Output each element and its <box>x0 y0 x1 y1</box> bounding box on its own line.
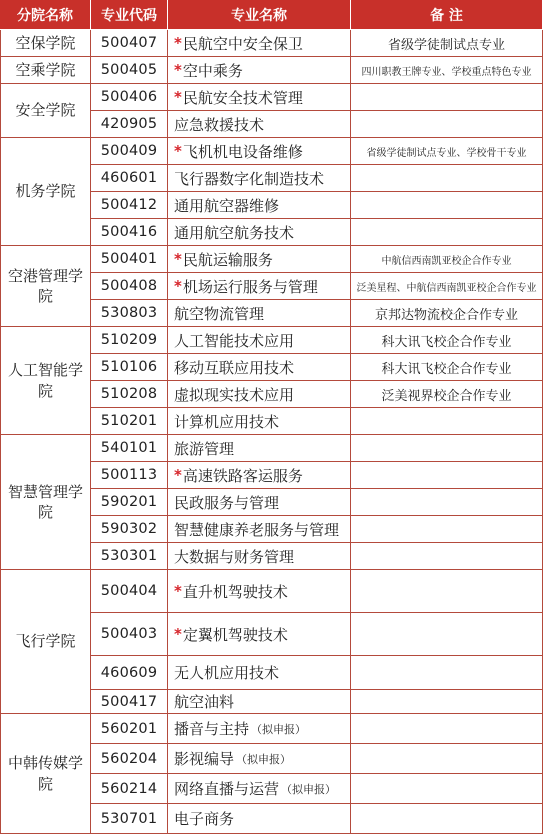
major-code-cell <box>91 462 168 489</box>
major-code-cell <box>91 246 168 273</box>
major-code: 530301 <box>100 548 158 564</box>
pending-application-label: （拟申报） <box>281 782 337 796</box>
major-code-cell <box>91 111 168 138</box>
remark-cell <box>351 219 543 246</box>
major-code-cell <box>91 613 168 656</box>
remark-cell <box>351 273 543 300</box>
key-major-star: * <box>174 582 182 600</box>
remark-cell <box>351 714 543 744</box>
remark-cell <box>351 516 543 543</box>
pending-application-label: （拟申报） <box>251 722 307 736</box>
remark-cell <box>351 543 543 570</box>
column-header <box>351 0 543 30</box>
major-name-cell <box>168 327 351 354</box>
major-code: 510106 <box>100 359 158 375</box>
major-name-cell <box>168 246 351 273</box>
major-name-cell <box>168 656 351 690</box>
remark-cell <box>351 613 543 656</box>
major-code-cell <box>91 690 168 714</box>
key-major-star: * <box>174 277 182 295</box>
pending-application-label: （拟申报） <box>236 752 292 766</box>
major-code: 530803 <box>100 305 158 321</box>
college-name: 空保学院 <box>15 33 76 52</box>
remark-cell <box>351 381 543 408</box>
college-name: 空港管理学院 <box>7 266 83 305</box>
column-header <box>91 0 168 30</box>
major-name-cell <box>168 408 351 435</box>
major-code: 500407 <box>100 35 158 51</box>
remark-cell <box>351 111 543 138</box>
major-name: 旅游管理 <box>174 439 235 458</box>
major-code-cell <box>91 138 168 165</box>
key-major-star: * <box>174 88 182 106</box>
major-code: 500408 <box>100 278 158 294</box>
major-name-cell <box>168 543 351 570</box>
major-name-cell <box>168 354 351 381</box>
major-code-cell <box>91 273 168 300</box>
major-code: 500404 <box>100 583 158 599</box>
college-name: 机务学院 <box>15 182 76 201</box>
major-code-cell <box>91 804 168 834</box>
major-name: 网络直播与运营 <box>174 780 280 798</box>
major-name: 电子商务 <box>174 810 235 828</box>
key-major-star: * <box>174 61 182 79</box>
major-name: 大数据与财务管理 <box>174 547 295 566</box>
major-code: 460609 <box>100 664 158 681</box>
major-code-cell <box>91 408 168 435</box>
remark-cell <box>351 192 543 219</box>
major-code-cell <box>91 516 168 543</box>
major-code: 510209 <box>100 332 158 348</box>
remark-cell <box>351 57 543 84</box>
remark-cell <box>351 354 543 381</box>
college-name-cell <box>0 570 91 714</box>
major-name: 航空物流管理 <box>174 304 265 323</box>
major-name: 影视编导 <box>174 750 235 768</box>
major-code-cell <box>91 300 168 327</box>
key-major-star: * <box>174 142 182 160</box>
major-code: 500401 <box>100 251 158 267</box>
major-name: 机场运行服务与管理 <box>182 277 318 296</box>
college-name: 安全学院 <box>15 101 76 120</box>
remark-text: 四川职教王牌专业、学校重点特色专业 <box>361 66 532 78</box>
remark-text: 中航信西南凯亚校企合作专业 <box>381 255 512 267</box>
major-name-cell <box>168 165 351 192</box>
major-code: 500416 <box>100 224 158 240</box>
column-header <box>168 0 351 30</box>
college-name: 飞行学院 <box>15 632 76 651</box>
college-name-cell <box>0 84 91 138</box>
major-code: 420905 <box>100 116 158 132</box>
major-name-cell <box>168 516 351 543</box>
major-name-cell <box>168 613 351 656</box>
major-code: 500412 <box>100 197 158 213</box>
major-name: 移动互联应用技术 <box>174 358 295 377</box>
college-name: 空乘学院 <box>15 60 76 79</box>
remark-cell <box>351 690 543 714</box>
major-name: 通用航空器维修 <box>174 196 280 215</box>
remark-text: 省级学徒制试点专业 <box>387 37 505 53</box>
major-name: 智慧健康养老服务与管理 <box>174 520 340 539</box>
major-name: 应急救援技术 <box>174 115 265 134</box>
college-name-cell <box>0 246 91 327</box>
major-code-cell <box>91 570 168 613</box>
major-name-cell <box>168 462 351 489</box>
college-name-cell <box>0 327 91 435</box>
major-name-cell <box>168 714 351 744</box>
major-name-cell <box>168 57 351 84</box>
major-name: 飞行器数字化制造技术 <box>174 169 325 188</box>
major-name: 民航安全技术管理 <box>182 88 303 107</box>
college-name-cell <box>0 714 91 834</box>
major-name-cell <box>168 570 351 613</box>
remark-cell <box>351 246 543 273</box>
remark-cell <box>351 656 543 690</box>
major-code-cell <box>91 744 168 774</box>
column-header-label: 专业代码 <box>101 7 157 24</box>
major-code-cell <box>91 192 168 219</box>
major-name-cell <box>168 774 351 804</box>
major-name: 空中乘务 <box>182 61 243 80</box>
key-major-star: * <box>174 466 182 484</box>
major-name: 播音与主持 <box>174 720 250 738</box>
key-major-star: * <box>174 34 182 52</box>
major-name: 虚拟现实技术应用 <box>174 385 295 404</box>
major-name: 定翼机驾驶技术 <box>182 625 288 644</box>
college-name: 智慧管理学院 <box>7 482 83 521</box>
major-code: 500113 <box>100 467 158 483</box>
major-code-cell <box>91 219 168 246</box>
major-code: 540101 <box>100 440 158 456</box>
major-code: 590302 <box>100 521 158 537</box>
remark-cell <box>351 30 543 57</box>
remark-cell <box>351 462 543 489</box>
major-name-cell <box>168 219 351 246</box>
major-code: 500405 <box>100 62 158 78</box>
major-code-cell <box>91 30 168 57</box>
major-code: 560201 <box>100 720 158 737</box>
major-name: 飞机机电设备维修 <box>182 142 303 161</box>
college-name-cell <box>0 30 91 57</box>
major-code: 500409 <box>100 143 158 159</box>
major-code-cell <box>91 165 168 192</box>
major-name-cell <box>168 381 351 408</box>
major-name-cell <box>168 84 351 111</box>
remark-cell <box>351 774 543 804</box>
major-code: 590201 <box>100 494 158 510</box>
major-name-cell <box>168 192 351 219</box>
major-name: 人工智能技术应用 <box>174 331 295 350</box>
major-code-cell <box>91 656 168 690</box>
major-code-cell <box>91 84 168 111</box>
remark-cell <box>351 435 543 462</box>
college-name: 人工智能学院 <box>7 361 83 400</box>
remark-text: 京邦达物流校企合作专业 <box>374 307 518 323</box>
major-name-cell <box>168 273 351 300</box>
key-major-star: * <box>174 250 182 268</box>
remark-cell <box>351 804 543 834</box>
remark-cell <box>351 408 543 435</box>
major-code: 530701 <box>100 810 158 827</box>
remark-text: 科大讯飞校企合作专业 <box>381 361 512 377</box>
major-name-cell <box>168 744 351 774</box>
major-code: 510201 <box>100 413 158 429</box>
major-name: 通用航空航务技术 <box>174 223 295 242</box>
major-name-cell <box>168 435 351 462</box>
remark-text: 泛美视界校企合作专业 <box>381 388 512 404</box>
remark-cell <box>351 744 543 774</box>
major-name: 民政服务与管理 <box>174 493 280 512</box>
remark-cell <box>351 489 543 516</box>
remark-cell <box>351 165 543 192</box>
major-code: 460601 <box>100 170 158 186</box>
major-code-cell <box>91 435 168 462</box>
major-code-cell <box>91 489 168 516</box>
major-name: 航空油料 <box>174 693 235 711</box>
major-name: 无人机应用技术 <box>174 664 280 682</box>
major-code: 560204 <box>100 750 158 767</box>
major-code: 510208 <box>100 386 158 402</box>
major-code-cell <box>91 714 168 744</box>
major-code: 500417 <box>100 693 158 710</box>
column-header-label: 备 注 <box>430 7 463 24</box>
major-name: 民航运输服务 <box>182 250 273 269</box>
major-code-cell <box>91 354 168 381</box>
remark-cell <box>351 327 543 354</box>
remark-cell <box>351 570 543 613</box>
major-name: 直升机驾驶技术 <box>182 582 288 601</box>
college-name-cell <box>0 138 91 246</box>
major-name-cell <box>168 489 351 516</box>
remark-cell <box>351 300 543 327</box>
major-code: 500403 <box>100 626 158 642</box>
major-code: 560214 <box>100 780 158 797</box>
column-header-label: 分院名称 <box>17 7 73 24</box>
major-name: 民航空中安全保卫 <box>182 34 303 53</box>
column-header <box>0 0 91 30</box>
major-name-cell <box>168 111 351 138</box>
college-name-cell <box>0 435 91 570</box>
major-name: 高速铁路客运服务 <box>182 466 303 485</box>
major-code-cell <box>91 543 168 570</box>
college-name-cell <box>0 57 91 84</box>
major-code-cell <box>91 774 168 804</box>
major-name-cell <box>168 138 351 165</box>
major-name-cell <box>168 300 351 327</box>
remark-text: 泛美星程、中航信西南凯亚校企合作专业 <box>356 282 537 294</box>
remark-text: 科大讯飞校企合作专业 <box>381 334 512 350</box>
major-name-cell <box>168 30 351 57</box>
major-code-cell <box>91 381 168 408</box>
remark-cell <box>351 84 543 111</box>
major-code-cell <box>91 57 168 84</box>
remark-text: 省级学徒制试点专业、学校骨干专业 <box>366 147 527 159</box>
major-name: 计算机应用技术 <box>174 412 280 431</box>
major-name-cell <box>168 804 351 834</box>
major-name-cell <box>168 690 351 714</box>
key-major-star: * <box>174 625 182 643</box>
column-header-label: 专业名称 <box>231 7 287 24</box>
major-code: 500406 <box>100 89 158 105</box>
college-name: 中韩传媒学院 <box>7 754 83 793</box>
major-code-cell <box>91 327 168 354</box>
remark-cell <box>351 138 543 165</box>
